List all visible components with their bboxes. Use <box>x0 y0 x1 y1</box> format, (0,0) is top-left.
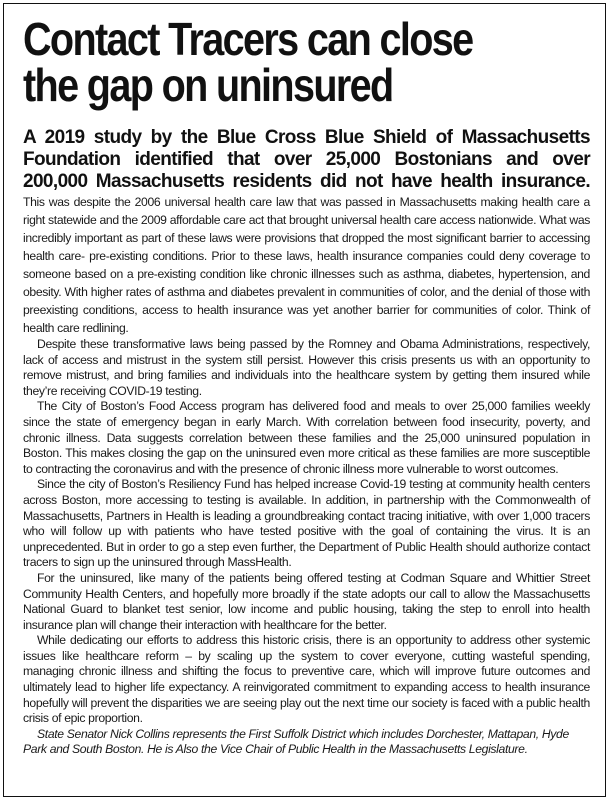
article-body <box>23 127 590 758</box>
headline-line-1: Contact Tracers can close <box>23 13 473 65</box>
paragraph-2: Despite these transformative laws being passed by the Romney and Obama Administrations, respectively, lack of access and mistrust in the system still persist. However this crisis presents us with an opportunity to remove mistrust, and bring families and individuals into the healthcare system by getting them insured while they’re receiving COVID-19 testing. <box>23 337 590 398</box>
author-byline: State Senator Nick Collins represents the First Suffolk District which includes Dorchester, Mattapan, Hyde Park and South Boston. He is Also the Vice Chair of Public Health in the Massachusetts Legislature. <box>23 726 569 757</box>
headline-line-2: the gap on uninsured <box>23 59 393 111</box>
first-paragraph <box>23 127 590 337</box>
paragraph-1-text: This was despite the 2006 universal health care law that was passed in Massachusetts making health care a right statewide and the 2009 affordable care act that brought universal health care access nationwide. What was incredibly important as part of these laws were provisions that dropped the most significant barrier to accessing health care- pre-existing conditions. Prior to these laws, health insurance companies could deny coverage to someone based on a pre-existing condition like chronic illnesses such as asthma, diabetes, hypertension, and obesity. With higher rates of asthma and diabetes prevalent in communities of color, and the denial of those with preexisting conditions, access to health insurance was yet another barrier for communities of color. Think of health care redlining. <box>23 195 590 335</box>
paragraph-5: For the uninsured, like many of the patients being offered testing at Codman Square and Whittier Street Community Health Centers, and hopefully more broadly if the state adopts our call to allow the Massachusetts National Guard to blanket test senior, low income and public housing, taking the step to enroll into health insurance plan will change their interaction with healthcare for the better. <box>23 570 590 632</box>
paragraph-6: While dedicating our efforts to address this historic crisis, there is an opportunity to address other systemic issues like healthcare reform – by scaling up the system to cover everyone, cutting wasteful spending, managing chronic illness and shifting the focus to preventive care, which will improve future outcomes and ultimately lead to higher life expectancy. A reinvigorated commitment to expanding access to health insurance hopefully will prevent the disparities we are seeing play out the next time our society is faced with a public health crisis of epic proportion. <box>23 633 590 726</box>
paragraph-3: The City of Boston’s Food Access program has delivered food and meals to over 25,000 families weekly since the state of emergency began in early March. With correlation between food insecurity, poverty, and chronic illness. Data suggests correlation between these families and the 25,000 uninsured population in Boston. This makes closing the gap on the uninsured even more critical as these families are more susceptible to contracting the coronavirus and with the presence of chronic illness more vulnerable to worst outcomes. <box>23 399 590 476</box>
paragraph-4: Since the city of Boston’s Resiliency Fund has helped increase Covid-19 testing at community health centers across Boston, more accessing to testing is available. In addition, in partnership with the Commonwealth of Massachusetts, Partners in Health is leading a groundbreaking contact tracing initiative, with over 1,000 tracers who will follow up with patients who have tested positive with the goal of containing the virus. It is an unprecedented. But in order to go a step even further, the Department of Public Health should authorize contact tracers to sign up the uninsured through MassHealth. <box>23 477 590 570</box>
lead-text: A 2019 study by the Blue Cross Blue Shield of Massachusetts Foundation identified that over 25,000 Bostonians and over 200,000 Massachusetts residents did not have health insurance. <box>23 127 590 192</box>
article-border-frame <box>3 3 606 797</box>
headline <box>23 13 598 111</box>
